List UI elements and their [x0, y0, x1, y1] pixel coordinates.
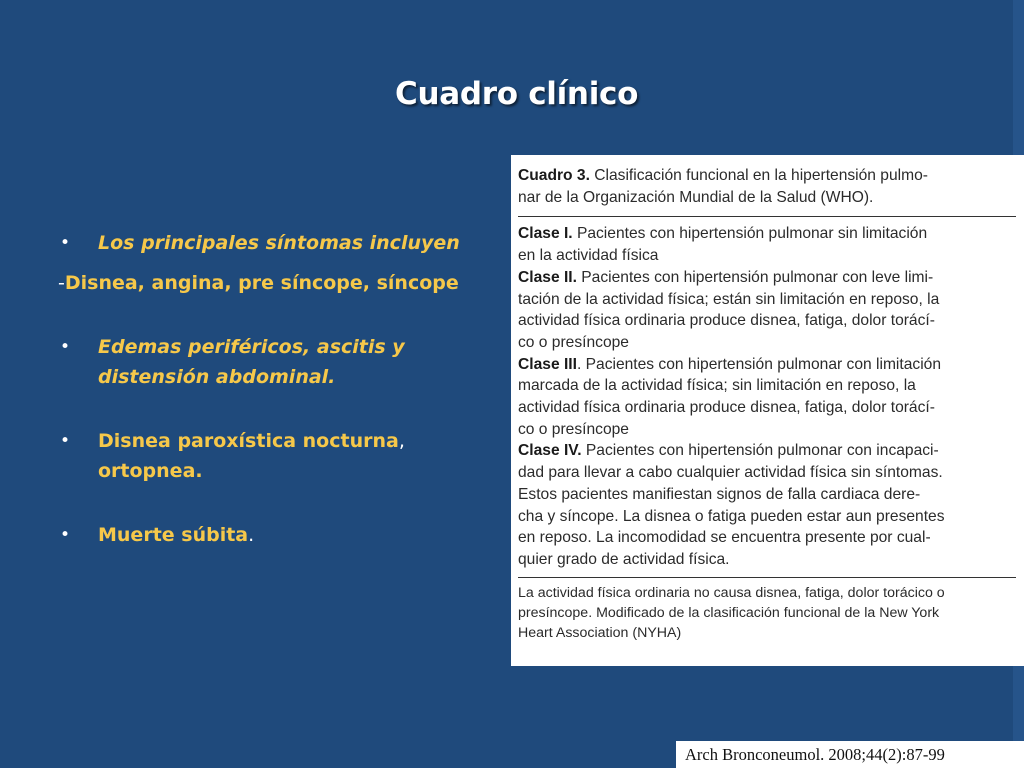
table-rule [518, 216, 1016, 217]
bullet-comma: , [398, 430, 405, 452]
class-3-row: Clase III. Pacientes con hipertensión pulmonar con limitación [518, 355, 942, 373]
bullet-list [58, 228, 503, 550]
bullet-item-symptoms [58, 228, 503, 258]
slide-title: Cuadro clínico [395, 76, 639, 112]
sub-text: Disnea, angina, pre síncope, síncope [64, 272, 459, 294]
class-3-label: Clase III [518, 355, 577, 373]
table-footnote-line3: Heart Association (NYHA) [518, 624, 682, 641]
sub-item-symptoms [58, 268, 503, 298]
bullet-item-edemas [58, 332, 503, 392]
bullet-text: Muerte súbita [98, 524, 249, 546]
bullet-icon: • [60, 525, 71, 545]
bullet-text-line2: distensión abdominal. [98, 366, 336, 388]
table-footnote-line1: La actividad física ordinaria no causa disnea, fatiga, dolor torácico o [518, 584, 945, 601]
bullet-icon: • [60, 431, 71, 451]
bullet-text-line2: ortopnea. [98, 460, 203, 482]
class-4-label: Clase IV. [518, 442, 582, 460]
caption-label: Cuadro 3. [518, 167, 590, 184]
table-footnote-line2: presíncope. Modificado de la clasificación funcional de la New York [518, 604, 940, 621]
class-2-row: Clase II. Pacientes con hipertensión pulmonar con leve limi- [518, 268, 934, 286]
class-4-row: Clase IV. Pacientes con hipertensión pulmonar con incapaci- [518, 442, 939, 460]
table-rule [518, 577, 1016, 578]
class-1-label: Clase I. [518, 225, 573, 243]
bullet-text: Los principales síntomas incluyen [98, 232, 460, 254]
bullet-period: . [248, 524, 255, 546]
bullet-item-muerte [58, 520, 503, 550]
table-caption-line2: nar de la Organización Mundial de la Salud (WHO). [518, 188, 874, 206]
table-caption: Cuadro 3. Clasificación funcional en la hipertensión pulmo- [518, 167, 928, 184]
sub-dash: - [58, 272, 65, 294]
bullet-icon: • [60, 337, 71, 357]
class-2-label: Clase II. [518, 268, 577, 286]
bullet-item-disnea [58, 426, 503, 486]
bullet-icon: • [60, 233, 71, 253]
bullet-text-line1: Edemas periféricos, ascitis y [98, 336, 405, 358]
source-citation: Arch Bronconeumol. 2008;44(2):87-99 [676, 741, 1024, 768]
bullet-text-line1: Disnea paroxística nocturna [98, 430, 399, 452]
classification-table: Cuadro 3. Clasificación funcional en la hipertensión pulmo- nar de la Organización Mundial de la Salud (WHO). Clase I. Pacientes con hipertensión pulmonar sin limitación en la actividad física Clase II. Pacientes con hipertensión pulmonar con leve limi- tación de la actividad física; están sin limitación en reposo, la actividad física ordinaria produce disnea, fatiga, dolor torácí- co o presíncope Clase III. Pacientes con hipertensión pulmonar con limitación marcada de la actividad física; sin limitación en reposo, la actividad física ordinaria produce disnea, fatiga, dolor torácí- co o presíncope Clase IV. Pacientes con hipertensión pulmonar con incapaci- dad para llevar a cabo cualquier actividad física sin síntomas. Estos pacientes manifiestan signos de falla cardiaca dere- cha y síncope. La disnea o fatiga pueden estar aun presentes en reposo. La incomodidad se encuentra presente por cual- quier grado de actividad física. La actividad física ordinaria no causa disnea, fatiga, dolor torácico o presíncope. Modificado de la clasificación funcional de la New York Heart Association (NYHA) [511, 155, 1024, 666]
class-1-row: Clase I. Pacientes con hipertensión pulmonar sin limitación [518, 225, 928, 243]
